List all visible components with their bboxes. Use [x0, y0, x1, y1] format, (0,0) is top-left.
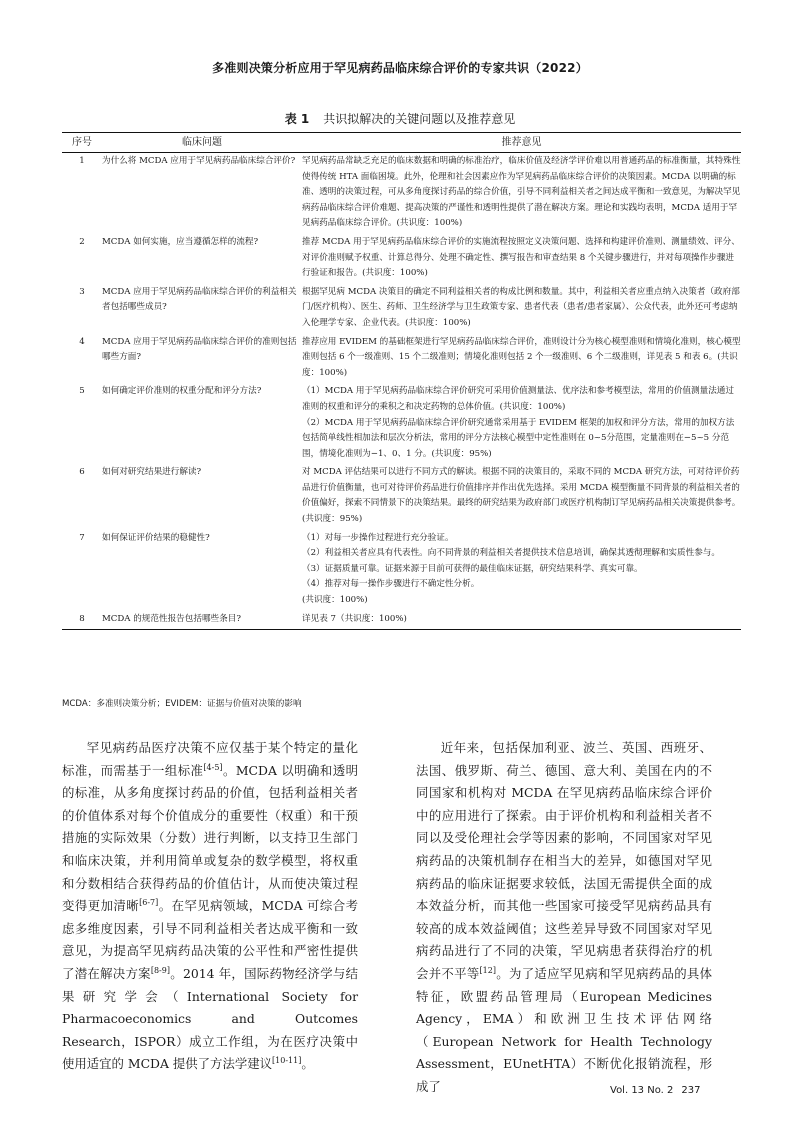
- table-row: [62, 530, 741, 611]
- recommendation: [302, 530, 741, 611]
- body-column-left: [62, 737, 358, 1076]
- table-row: [62, 334, 741, 384]
- citation: [4-5]: [203, 762, 223, 772]
- table-row: [62, 234, 741, 284]
- consensus-table: [62, 132, 741, 630]
- body-paragraph: 近年来，包括保加利亚、波兰、英国、西班牙、法国、俄罗斯、荷兰、德国、意大利、美国在内的不同国家和机构对 MCDA 在罕见病药品临床综合评价中的应用进行了探索。由于评价机构和利益相关者不同以及受伦理社会学等因素的影响，不同国家对罕见病药品的决策机制存在相当大的差异，如德国对罕见病药品的临床证据要求较低，法国无需提供全面的成本效益分析，而其他一些国家可接受罕见病药品具有较高的成本效益阈值；这些差异导致不同国家对罕见病药品进行了不同的决策，罕见病患者获得治疗的机会并不平等[12]。为了适应罕见病和罕见病药品的具体特征，欧盟药品管理局（European Medicines Agency，EMA）和欧洲卫生技术评估网络（European Network for Health Technology Assessment，EUnetHTA）不断优化报销流程，形成了: [416, 740, 713, 1094]
- table-row: [62, 611, 741, 630]
- row-number: 5: [79, 386, 85, 397]
- column-header-recommendation: 推荐意见: [302, 133, 741, 153]
- recommendation: [302, 383, 741, 464]
- row-number: 8: [62, 611, 102, 630]
- recommendation: [302, 464, 741, 529]
- citation: [12]: [479, 965, 496, 975]
- recommendation-paragraph: 对 MCDA 评估结果可以进行不同方式的解读。根据不同的决策目的，采取不同的 MCDA 研究方法，可对待评价药品进行价值衡量，也可对待评价药品进行价值排序并作出优先选择。采用 MCDA 模型衡量不同背景的利益相关者的价值偏好，探索不同情景下的决策结果。最终的研究结果为政府部门或医疗机构制订罕见病药品相关决策提供参考。(共识度：95%): [302, 467, 741, 525]
- recommendation-paragraph: （2）MCDA 用于罕见病药品临床综合评价研究通常采用基于 EVIDEM 框架的加权和评分方法，常用的加权方法包括简单线性相加法和层次分析法，常用的评分方法核心模型中定性准则在 0~5分范围，定量准则在−5~5 分范围，情境化准则为−1、0、1 分。(共识度：95%): [302, 417, 735, 459]
- page-number: 237: [681, 1085, 701, 1096]
- recommendation-paragraph: （2）利益相关者应具有代表性。向不同背景的利益相关者提供技术信息培训，确保其透彻理解和实质性参与。: [302, 548, 720, 559]
- table-note: MCDA：多准则决策分析；EVIDEM：证据与价值对决策的影响: [62, 699, 302, 709]
- recommendation-paragraph: (共识度：100%): [302, 595, 368, 606]
- recommendation: [302, 334, 741, 384]
- row-number: 6: [79, 467, 85, 478]
- clinical-question: MCDA 应用于罕见病药品临床综合评价的利益相关者包括哪些成员?: [102, 286, 297, 313]
- row-number: 4: [79, 336, 85, 347]
- clinical-question: 如何保证评价结果的稳健性?: [102, 532, 210, 543]
- table-title: 共识拟解决的关键问题以及推荐意见: [323, 112, 516, 126]
- table-header-row: [62, 133, 741, 153]
- clinical-question: MCDA 的规范性报告包括哪些条目?: [102, 611, 302, 630]
- table-row: [62, 153, 741, 234]
- table-label: 表 1: [284, 112, 310, 126]
- column-header-number: 序号: [62, 133, 102, 153]
- citation: [10-11]: [272, 1056, 302, 1066]
- recommendation-paragraph: 推荐 MCDA 用于罕见病药品临床综合评价的实施流程按照定义决策问题、选择和构建评价准则、测量绩效、评分、对评价准则赋予权重、计算总得分、处理不确定性、撰写报告和审查结果 8 个关键步骤进行，并对每项操作步骤进行验证和报告。(共识度：100%): [302, 236, 740, 279]
- row-number: 1: [79, 156, 85, 166]
- recommendation: [302, 611, 741, 630]
- recommendation: [302, 234, 741, 284]
- clinical-question: MCDA 应用于罕见病药品临床综合评价的准则包括哪些方面?: [102, 336, 297, 363]
- recommendation-paragraph: （1）MCDA 用于罕见病药品临床综合评价研究可采用价值测量法、优序法和参考模型法，常用的价值测量法通过准则的权重和评分的乘积之和决定药物的总体价值。(共识度：100%): [302, 386, 734, 412]
- body-paragraph: 罕见病药品医疗决策不应仅基于某个特定的量化标准，而需基于一组标准[4-5]。MCDA 以明确和透明的标准，从多角度探讨药品的价值，包括利益相关者的价值体系对每个价值成分的重要性（权重）和干预措施的实际效果（分数）进行判断，以支持卫生部门和临床决策，并利用简单或复杂的数学模型，将权重和分数相结合获得药品的价值估计，从而使决策过程变得更加清晰[6-7]。在罕见病领域，MCDA 可综合考虑多维度因素，引导不同利益相关者达成平衡和一致意见，为提高罕见病药品决策的公平性和严密性提供了潜在解决方案[8-9]。2014 年，国际药物经济学与结果研究学会（International Society for Pharmacoeconomics and Outcomes Research，ISPOR）成立工作组，为在医疗决策中使用适宜的 MCDA 提供了方法学建议[10-11]。: [62, 740, 358, 1072]
- table-row: [62, 284, 741, 334]
- recommendation: [302, 153, 741, 234]
- clinical-question: MCDA 如何实施，应当遵循怎样的流程?: [102, 236, 259, 247]
- clinical-question: 如何确定评价准则的权重分配和评分方法?: [102, 386, 262, 397]
- clinical-question: 如何对研究结果进行解读?: [102, 467, 202, 478]
- citation: [8-9]: [150, 965, 170, 975]
- clinical-question: 为什么将 MCDA 应用于罕见病药品临床综合评价?: [102, 156, 296, 166]
- recommendation-paragraph: （3）证据质量可靠。证据来源于目前可获得的最佳临床证据，研究结果科学、真实可靠。: [302, 563, 643, 574]
- body-column-right: [416, 737, 712, 1099]
- recommendation-paragraph: （4）推荐对每一操作步骤进行不确定性分析。: [302, 579, 480, 590]
- recommendation-paragraph: 罕见病药品常缺乏充足的临床数据和明确的标准治疗，临床价值及经济学评价难以用普通药品的标准衡量，其特殊性使得传统 HTA 面临困境。此外，伦理和社会因素应作为罕见病药品临床综合评价的决策因素。MCDA 以明确的标准、透明的决策过程，可从多角度探讨药品的综合价值，引导不同利益相关者之间达成平衡和一致意见，为解决罕见病药品临床综合评价难题、提高决策的严谨性和透明性提供了潜在解决方案。理论和实践均表明，MCDA 适用于罕见病药品临床综合评价。(共识度：100%): [302, 156, 741, 229]
- page-footer: [610, 1085, 700, 1096]
- table-row: [62, 464, 741, 529]
- recommendation-paragraph: 推荐应用 EVIDEM 的基础框架进行罕见病药品临床综合评价，准则设计分为核心模型准则和情境化准则，核心模型准则包括 6 个一级准则、15 个二级准则；情境化准则包括 2 个一级准则、6 个二级准则，详见表 5 和表 6。(共识度：100%): [302, 336, 741, 378]
- recommendation-paragraph: 根据罕见病 MCDA 决策目的确定不同利益相关者的构成比例和数量。其中，利益相关者应重点纳入决策者（政府部门/医疗机构）、医生、药师、卫生经济学与卫生政策专家、患者代表（患者/患者家属）、公众代表，此外还可考虑纳入伦理学专家、企业代表。(共识度：100%): [302, 286, 740, 328]
- recommendation-paragraph: 详见表 7（共识度：100%): [302, 613, 407, 624]
- table-row: [62, 383, 741, 464]
- running-title: 多准则决策分析应用于罕见病药品临床综合评价的专家共识（2022）: [212, 61, 588, 75]
- column-header-question: 临床问题: [102, 133, 302, 153]
- row-number: 2: [79, 236, 85, 247]
- recommendation: [302, 284, 741, 334]
- citation: [6-7]: [139, 898, 159, 908]
- table-caption: [0, 110, 800, 127]
- volume-issue: Vol. 13 No. 2: [610, 1085, 674, 1096]
- row-number: 3: [79, 286, 85, 297]
- row-number: 7: [79, 532, 85, 543]
- recommendation-paragraph: （1）对每一步操作过程进行充分验证。: [302, 532, 454, 543]
